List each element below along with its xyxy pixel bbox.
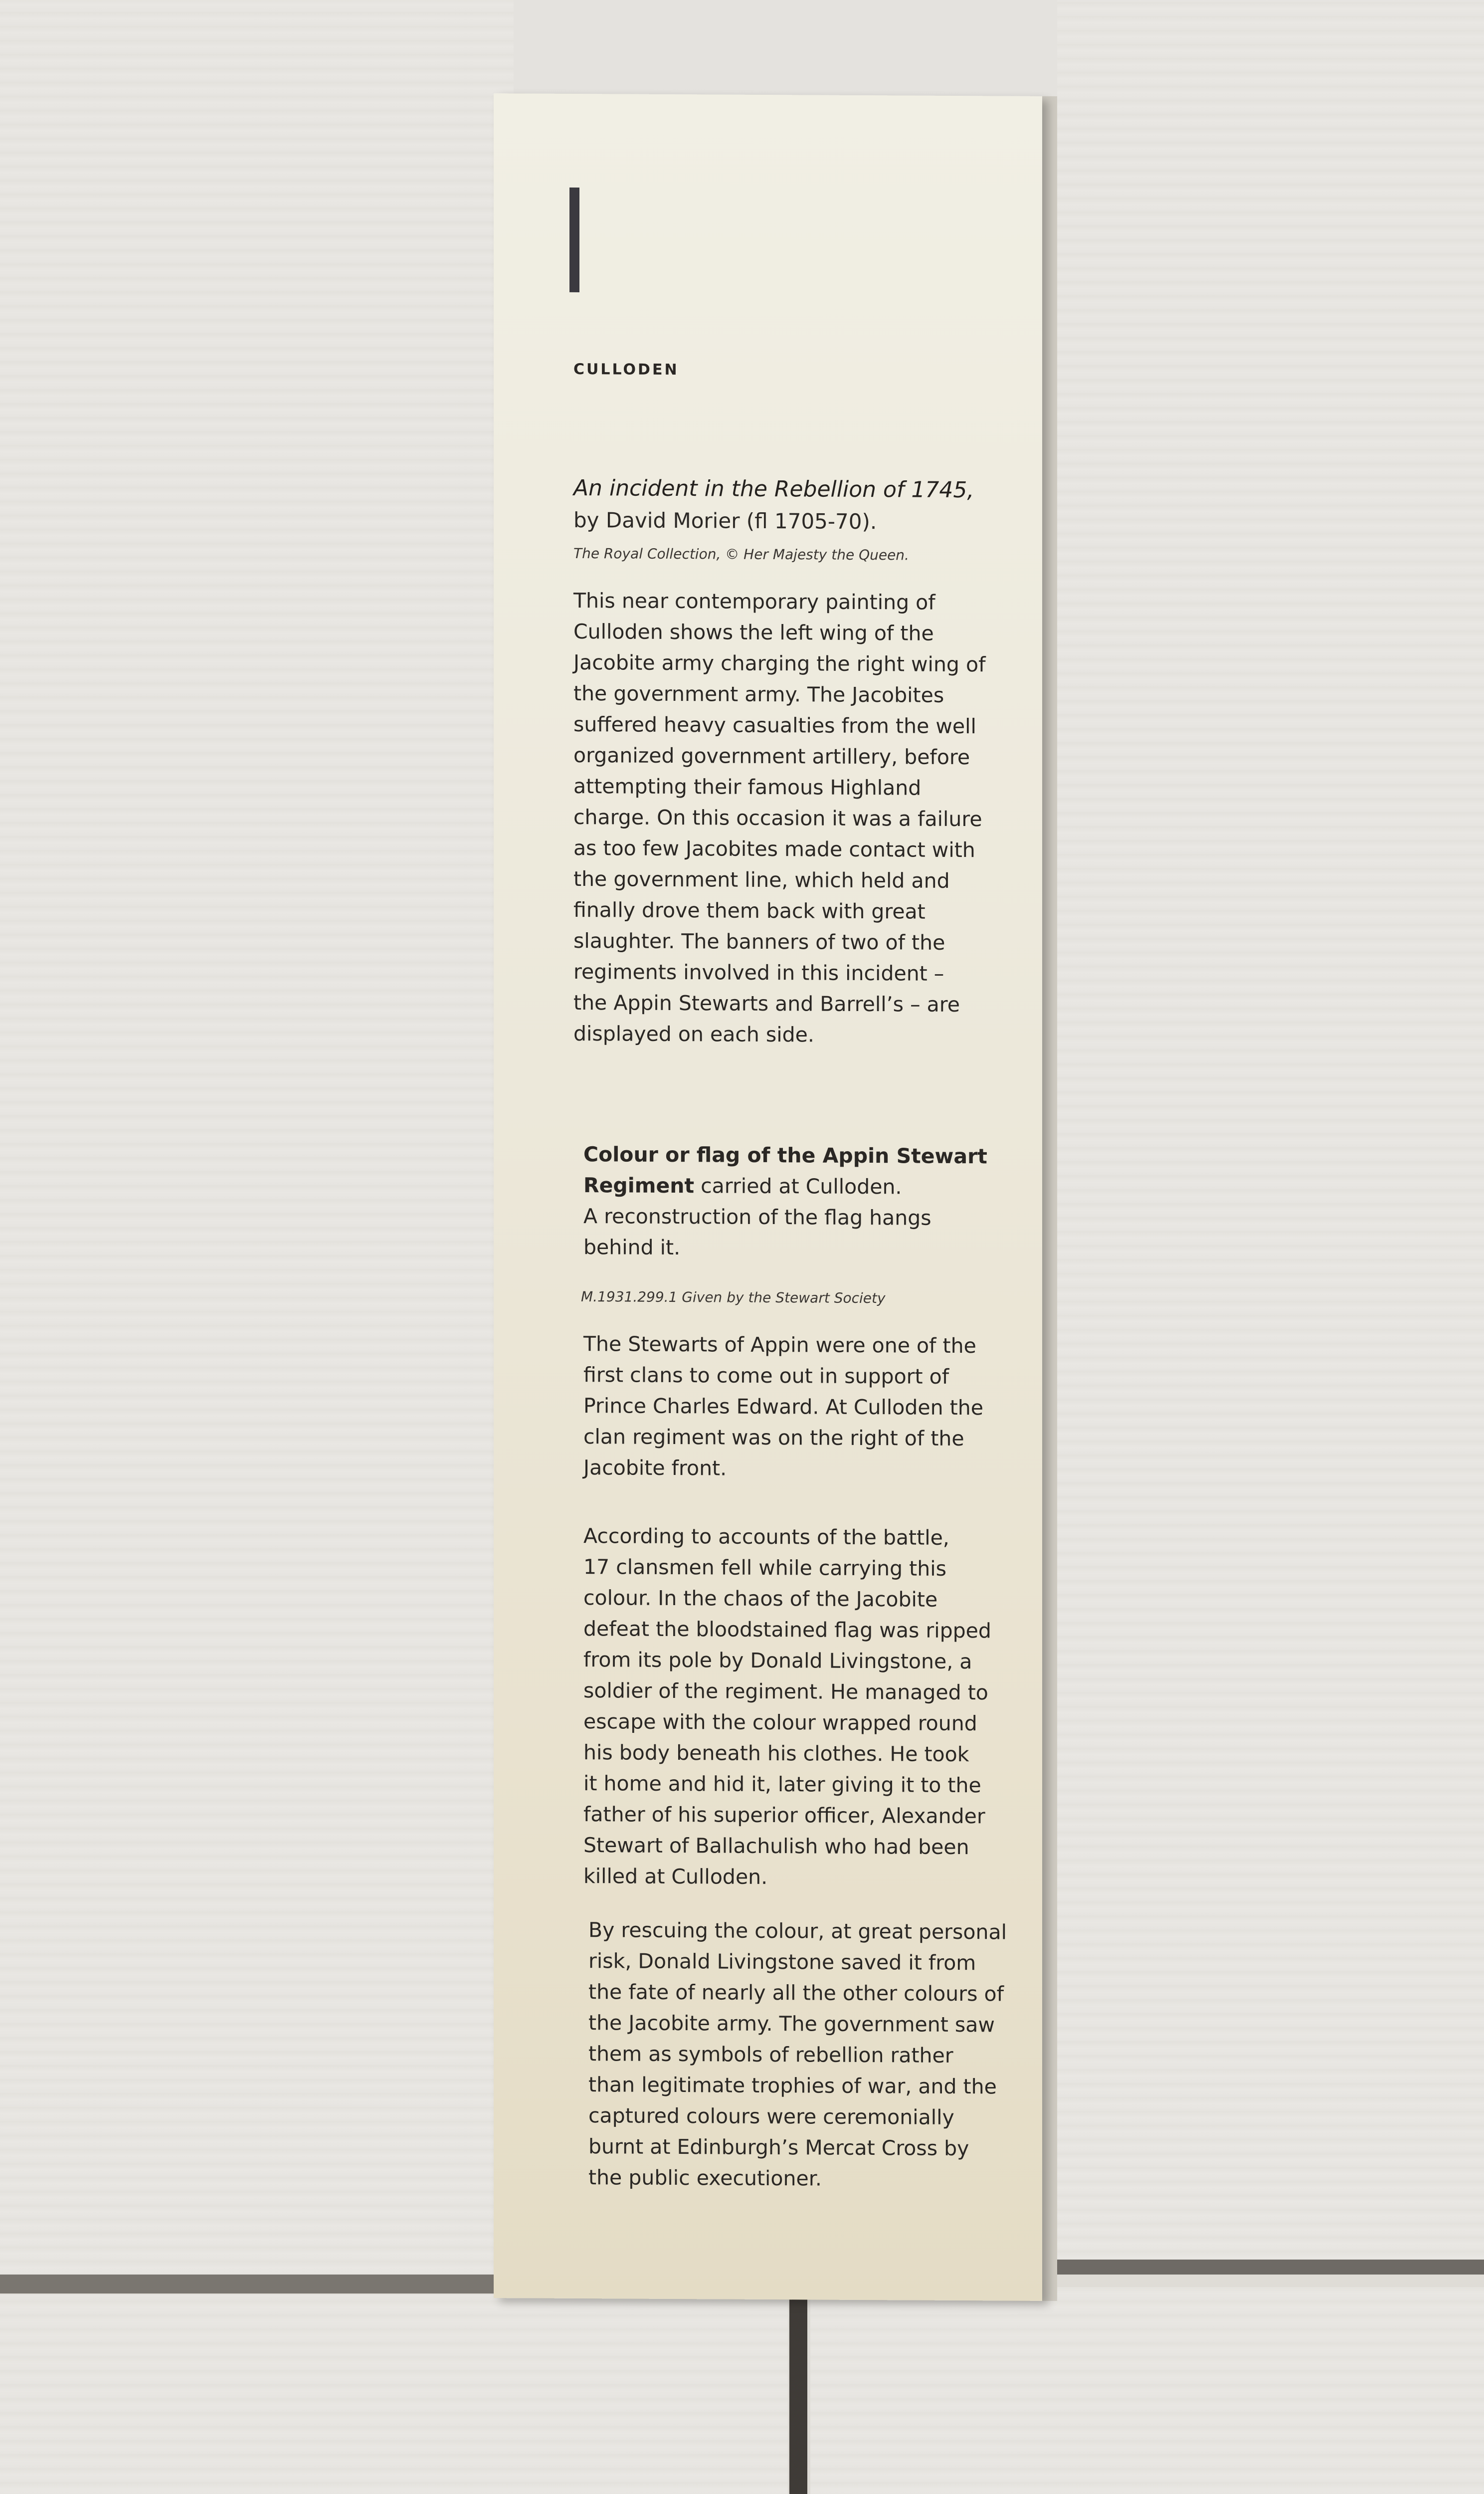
text-line: The Stewarts of Appin were one of the xyxy=(583,1332,976,1358)
flag-title-bold: Regiment xyxy=(583,1173,695,1198)
text-line: his body beneath his clothes. He took xyxy=(583,1740,969,1767)
text-line: displayed on each side. xyxy=(573,1021,814,1047)
text-line: the fate of nearly all the other colours of xyxy=(588,1980,1004,2006)
wall-panel-left xyxy=(0,0,514,2275)
description-paragraph xyxy=(583,1328,1082,1485)
flag-title-line xyxy=(583,1139,1082,1172)
text-line: from its pole by Donald Livingstone, a xyxy=(583,1648,972,1674)
wall-seam-horizontal-right xyxy=(1042,2260,1484,2275)
text-line: it home and hid it, later giving it to the xyxy=(583,1771,981,1798)
text-line: Culloden shows the left wing of the xyxy=(573,619,934,645)
text-line: than legitimate trophies of war, and the xyxy=(588,2073,997,2099)
text-line: A reconstruction of the flag hangs xyxy=(583,1204,931,1230)
text-line: captured colours were ceremonially xyxy=(588,2103,954,2129)
wall-seam-horizontal-left xyxy=(0,2275,519,2293)
text-line: regiments involved in this incident – xyxy=(573,959,944,986)
painting-title: An incident in the Rebellion of 1745, xyxy=(573,475,974,503)
text-line: charge. On this occasion it was a failure xyxy=(573,805,982,831)
text-line: as too few Jacobites made contact with xyxy=(573,835,975,862)
text-line: father of his superior officer, Alexander xyxy=(583,1802,985,1829)
text-line: clan regiment was on the right of the xyxy=(583,1425,964,1451)
text-line: suffered heavy casualties from the well xyxy=(573,712,976,739)
museum-label-board xyxy=(494,93,1042,2301)
text-line: Jacobite front. xyxy=(583,1455,727,1480)
description-paragraph xyxy=(588,1914,1087,2195)
text-line: Jacobite army charging the right wing of xyxy=(573,650,986,677)
wall-panel-lower-right xyxy=(810,2287,1484,2494)
text-line: finally drove them back with great xyxy=(573,897,926,924)
flag-title-bold: Colour or flag of the Appin Stewart xyxy=(583,1142,987,1169)
description-paragraph xyxy=(583,1520,1082,1894)
text-line: the Appin Stewarts and Barrell’s – are xyxy=(573,990,960,1017)
text-line: the Jacobite army. The government saw xyxy=(588,2011,995,2037)
text-line: first clans to come out in support of xyxy=(583,1363,949,1389)
text-line: 17 clansmen fell while carrying this xyxy=(583,1555,946,1581)
description-paragraph xyxy=(573,585,1072,1051)
text-line: Prince Charles Edward. At Culloden the xyxy=(583,1394,983,1420)
text-line: behind it. xyxy=(583,1235,681,1260)
wall-panel-right xyxy=(1057,0,1484,2265)
text-line: slaughter. The banners of two of the xyxy=(573,928,945,955)
text-line: the public executioner. xyxy=(588,2165,822,2191)
text-line: colour. In the chaos of the Jacobite xyxy=(583,1586,938,1612)
text-line: attempting their famous Highland xyxy=(573,774,922,800)
text-line: burnt at Edinburgh’s Mercat Cross by xyxy=(588,2134,969,2161)
text-line: Stewart of Ballachulish who had been xyxy=(583,1833,969,1860)
flag-caption xyxy=(583,1139,1082,1265)
text-line: organized government artillery, before xyxy=(573,743,970,770)
wall-panel-lower-left xyxy=(0,2294,788,2494)
flag-title-rest: carried at Culloden. xyxy=(694,1174,902,1199)
painting-artist: by David Morier (fl 1705-70). xyxy=(573,507,877,534)
accent-bar xyxy=(569,188,579,292)
text-line: the government line, which held and xyxy=(573,866,950,893)
flag-reference: M.1931.299.1 Given by the Stewart Society xyxy=(581,1288,886,1307)
flag-title-line xyxy=(583,1170,1082,1203)
text-line: According to accounts of the battle, xyxy=(583,1524,949,1550)
text-line: By rescuing the colour, at great personal xyxy=(588,1918,1007,1944)
text-line: This near contemporary painting of xyxy=(573,588,935,615)
label-heading: CULLODEN xyxy=(573,360,679,379)
text-line: risk, Donald Livingstone saved it from xyxy=(588,1949,976,1975)
text-line: soldier of the regiment. He managed to xyxy=(583,1678,988,1705)
text-line: the government army. The Jacobites xyxy=(573,681,944,707)
wall-seam-vertical xyxy=(789,2294,807,2494)
text-line: escape with the colour wrapped round xyxy=(583,1709,977,1736)
painting-credit: The Royal Collection, © Her Majesty the Queen. xyxy=(573,545,909,564)
text-line: them as symbols of rebellion rather xyxy=(588,2042,953,2068)
text-line: defeat the bloodstained flag was ripped xyxy=(583,1617,991,1643)
text-line: killed at Culloden. xyxy=(583,1864,768,1889)
